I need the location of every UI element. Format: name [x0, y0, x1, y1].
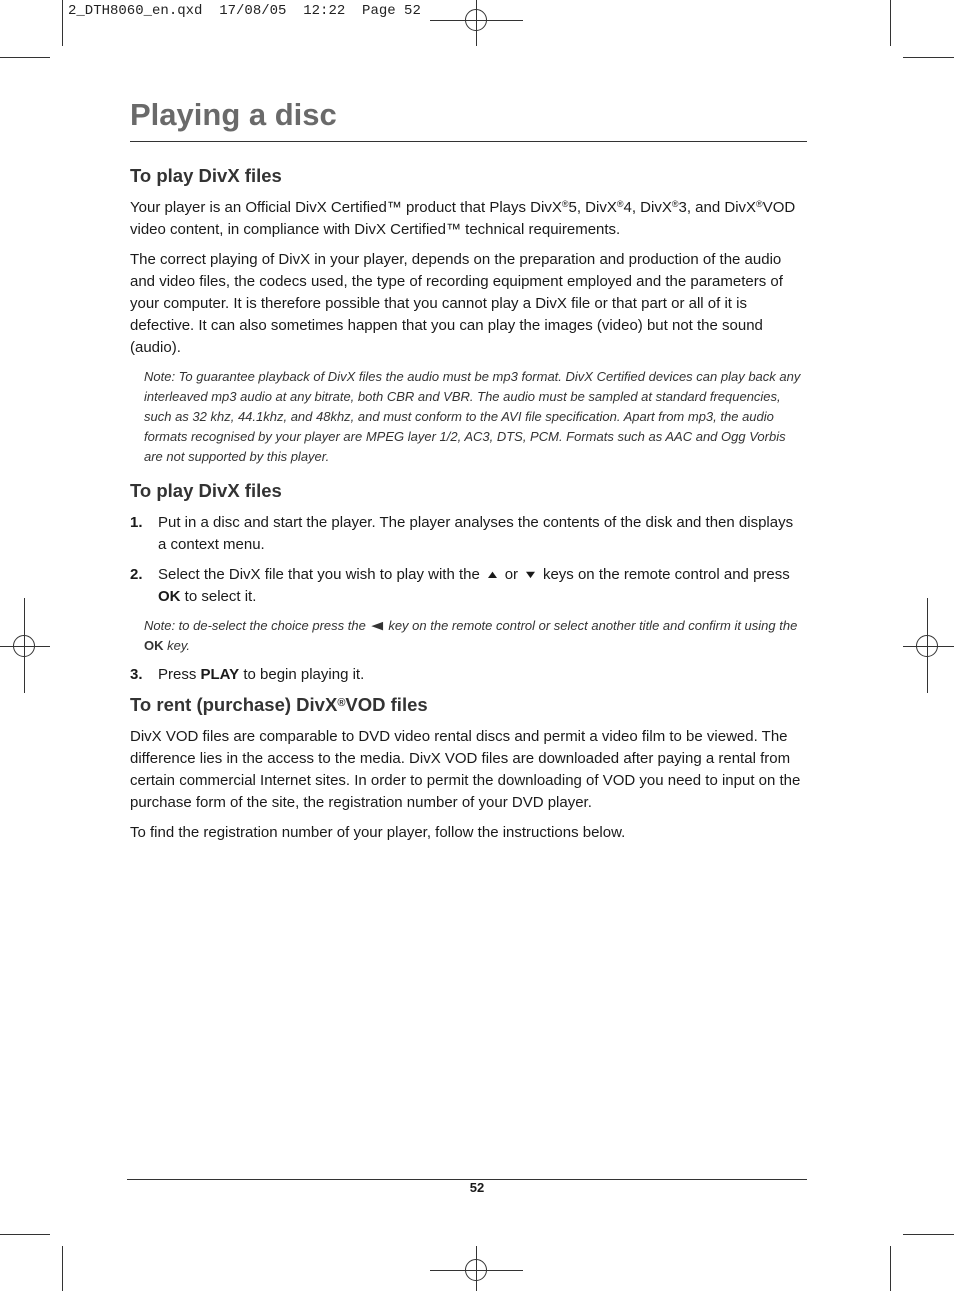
crop-mark: [890, 0, 891, 46]
step-number: 1.: [130, 514, 143, 531]
registration-mark: [13, 635, 35, 657]
vod-paragraph: DivX VOD files are comparable to DVD video rental discs and permit a video film to be viewed. The difference lies in the access to the media. DivX VOD files are downloaded after paying a rental from certain commercial Internet sites. In order to permit the downloading of VOD you need to input on the purchase form of the site, the registration number of your DVD player.: [130, 728, 801, 811]
crop-mark: [903, 57, 954, 58]
step-number: 3.: [130, 666, 143, 683]
down-arrow-icon: ▼: [522, 569, 539, 581]
registration-mark: [465, 9, 487, 31]
step-2: [130, 564, 805, 608]
print-slug: 2_DTH8060_en.qxd 17/08/05 12:22 Page 52: [68, 3, 421, 19]
step-text: Put in a disc and start the player. The player analyses the contents of the disk and then displays a context menu.: [158, 514, 794, 553]
crop-mark: [0, 57, 50, 58]
divx-playback-paragraph: The correct playing of DivX in your player, depends on the preparation and production of the audio and video files, the codecs used, the type of recording equipment employed and the parameters of your computer. It is therefore possible that you cannot play a DivX file or that part or all of it is defective. It can also sometimes happen that you can play the images (video) but not the sound (audio).: [130, 251, 783, 356]
audio-format-note: Note: To guarantee playback of DivX files the audio must be mp3 format. DivX Certified devices can play back any interleaved mp3 audio at any bitrate, both CBR and VBR. The audio must be sampled at standard frequencies, such as 32 khz, 44.1khz, and 48khz, and must conform to the AVI file specification. Apart from mp3, the audio formats recognised by your player are MPEG layer 1/2, AC3, DTS, PCM. Formats such as AAC and Ogg Vorbis are not supported by this player.: [144, 369, 801, 464]
section-heading-divx: To play DivX files: [130, 165, 282, 186]
page-title: Playing a disc: [130, 97, 337, 132]
step-text: Press PLAY to begin playing it.: [158, 666, 365, 683]
ok-key-label: OK: [158, 588, 181, 605]
title-rule: [130, 141, 807, 142]
registration-mark: [916, 635, 938, 657]
crop-mark: [903, 1234, 954, 1235]
section-heading-steps: To play DivX files: [130, 480, 282, 501]
play-key-label: PLAY: [200, 666, 240, 683]
left-arrow-icon: ◀: [371, 620, 384, 632]
step-number: 2.: [130, 566, 143, 583]
page-number: 52: [469, 1180, 485, 1195]
section-heading-vod: To rent (purchase) DivX®VOD files: [130, 694, 428, 715]
crop-mark: [0, 1234, 50, 1235]
divx-certified-paragraph: Your player is an Official DivX Certified™ product that Plays DivX®5, DivX®4, DivX®3, and DivX®VOD video content, in compliance with DivX Certified™ technical requirements.: [130, 199, 796, 238]
deselect-note: Note: to de-select the choice press the ◀ key on the remote control or select another title and confirm it using the OK key.: [144, 618, 798, 653]
step-text: Select the DivX file that you wish to play with the ▲ or ▼ keys on the remote control and press OK to select it.: [158, 566, 790, 605]
crop-mark: [62, 1246, 63, 1291]
crop-mark: [890, 1246, 891, 1291]
page-content: [130, 165, 805, 852]
registration-mark: [465, 1259, 487, 1281]
up-arrow-icon: ▲: [484, 569, 500, 581]
step-3: [130, 664, 805, 686]
step-1: [130, 512, 805, 556]
registration-number-paragraph: To find the registration number of your player, follow the instructions below.: [130, 824, 626, 841]
ok-key-label: OK: [144, 638, 164, 653]
crop-mark: [62, 0, 63, 46]
